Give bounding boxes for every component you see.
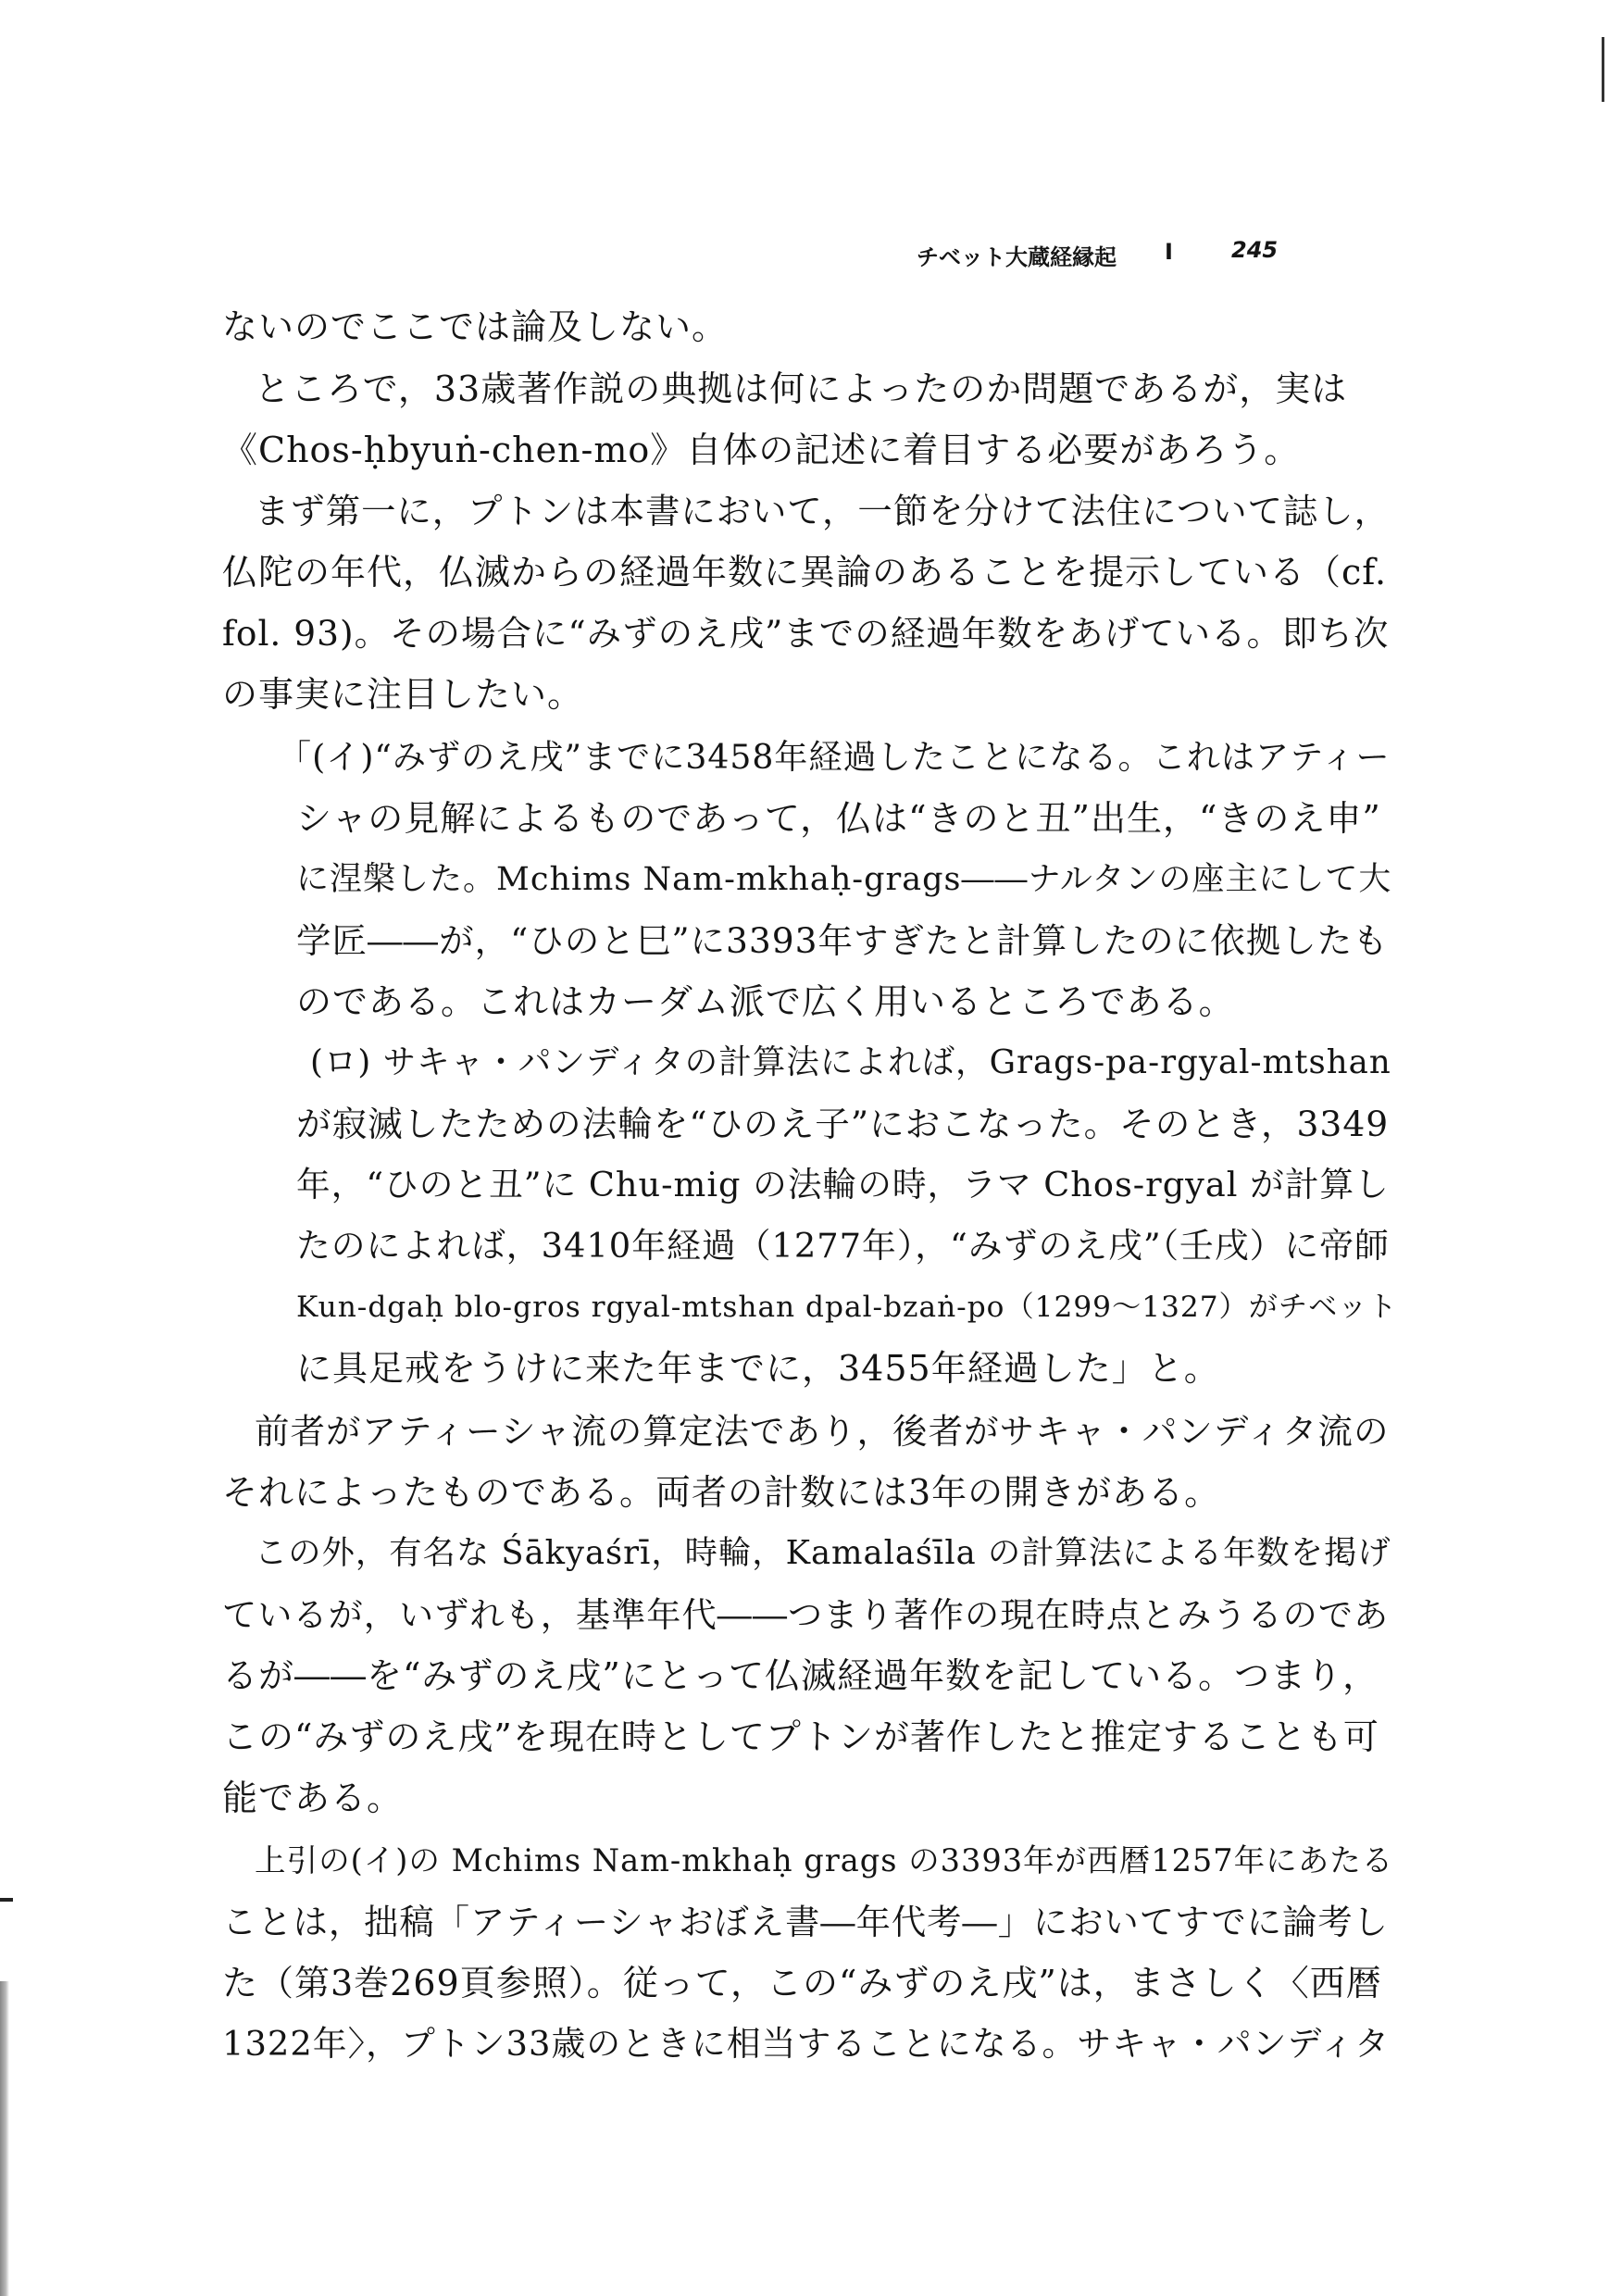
quote-line: シャの見解によるものであって，仏は“きのと丑”出生，“きのえ申” [296, 798, 1381, 839]
text-line: 能である。 [222, 1778, 404, 1818]
quote-line: に具足戒をうけに来た年までに，3455年経過した」と。 [296, 1348, 1220, 1389]
margin-dash [0, 1898, 13, 1902]
text-line: るが――を“みずのえ戌”にとって仏滅経過年数を記している。つまり， [222, 1655, 1379, 1696]
quote-line: Kun-dgaḥ blo-gros rgyal-mtshan dpal-bzaṅ-po（1299～1327）がチベット [296, 1291, 1398, 1324]
text-line: 仏陀の年代，仏滅からの経過年数に異論のあることを提示している（cf. [222, 552, 1388, 593]
text-line: この“みずのえ戌”を現在時としてプトンが著作したと推定することも可 [222, 1716, 1379, 1757]
quote-line: 学匠――が，“ひのと巳”に3393年すぎたと計算したのに依拠したも [296, 920, 1389, 961]
text-line: 上引の(イ)の Mchims Nam-mkhaḥ grags の3393年が西暦1257年にあたる [255, 1842, 1394, 1878]
quote-line: に涅槃した。Mchims Nam-mkhaḥ-grags――ナルタンの座主にして大 [296, 861, 1392, 898]
running-title: チベット大蔵経縁起 [917, 244, 1117, 270]
text-line: 1322年〉，プトン33歳のときに相当することになる。サキャ・パンディタ [222, 2024, 1391, 2064]
quote-line: (ロ) サキャ・パンディタの計算法によれば，Grags-pa-rgyal-mtshan [310, 1043, 1391, 1081]
text-line: ことは，拙稿「アティーシャおぼえ書―年代考―」においてすでに論考し [222, 1902, 1389, 1942]
text-line: ているが，いずれも，基準年代――つまり著作の現在時点とみうるのであ [222, 1594, 1390, 1635]
text-line: ないのでここでは論及しない。 [222, 306, 729, 347]
quote-line: たのによれば，3410年経過（1277年），“みずのえ戌”（壬戌）に帝師 [296, 1226, 1390, 1266]
text-line: 《Chos-ḥbyuṅ-chen-mo》自体の記述に着目する必要があろう。 [222, 430, 1301, 470]
text-line: fol. 93)。その場合に“みずのえ戌”までの経過年数をあげている。即ち次 [222, 613, 1390, 654]
text-line: ところで，33歳著作説の典拠は何によったのか問題であるが，実は [255, 368, 1348, 409]
page-header [889, 231, 1352, 268]
text-line: それによったものである。両者の計数には3年の開きがある。 [222, 1472, 1221, 1513]
text-line: この外，有名な Śākyaśrī，時輪，Kamalaśīla の計算法による年数を掲げ [255, 1534, 1391, 1572]
scan-binding-edge [0, 1981, 9, 2296]
text-line: の事実に注目したい。 [222, 674, 584, 715]
scan-margin-mark [1602, 37, 1604, 102]
quote-line: のである。これはカーダム派で広く用いるところである。 [296, 981, 1235, 1022]
volume-number: I [1165, 239, 1173, 265]
text-line: た（第3巻269頁参照）。従って，この“みずのえ戌”は，まさしく〈西暦 [222, 1963, 1382, 2003]
quote-line: 年，“ひのと丑”に Chu-mig の法輪の時，ラマ Chos-rgyal が計算し [296, 1165, 1390, 1204]
text-line: まず第一に，プトンは本書において，一節を分けて法住について誌し， [255, 491, 1391, 531]
quote-line: が寂滅したための法輪を“ひのえ子”におこなった。そのとき，3349 [296, 1104, 1390, 1144]
quote-line: 「(イ)“みずのえ戌”までに3458年経過したことになる。これはアティー [278, 737, 1391, 777]
text-line: 前者がアティーシャ流の算定法であり，後者がサキャ・パンディタ流の [255, 1411, 1390, 1452]
page-number: 245 [1231, 237, 1279, 263]
